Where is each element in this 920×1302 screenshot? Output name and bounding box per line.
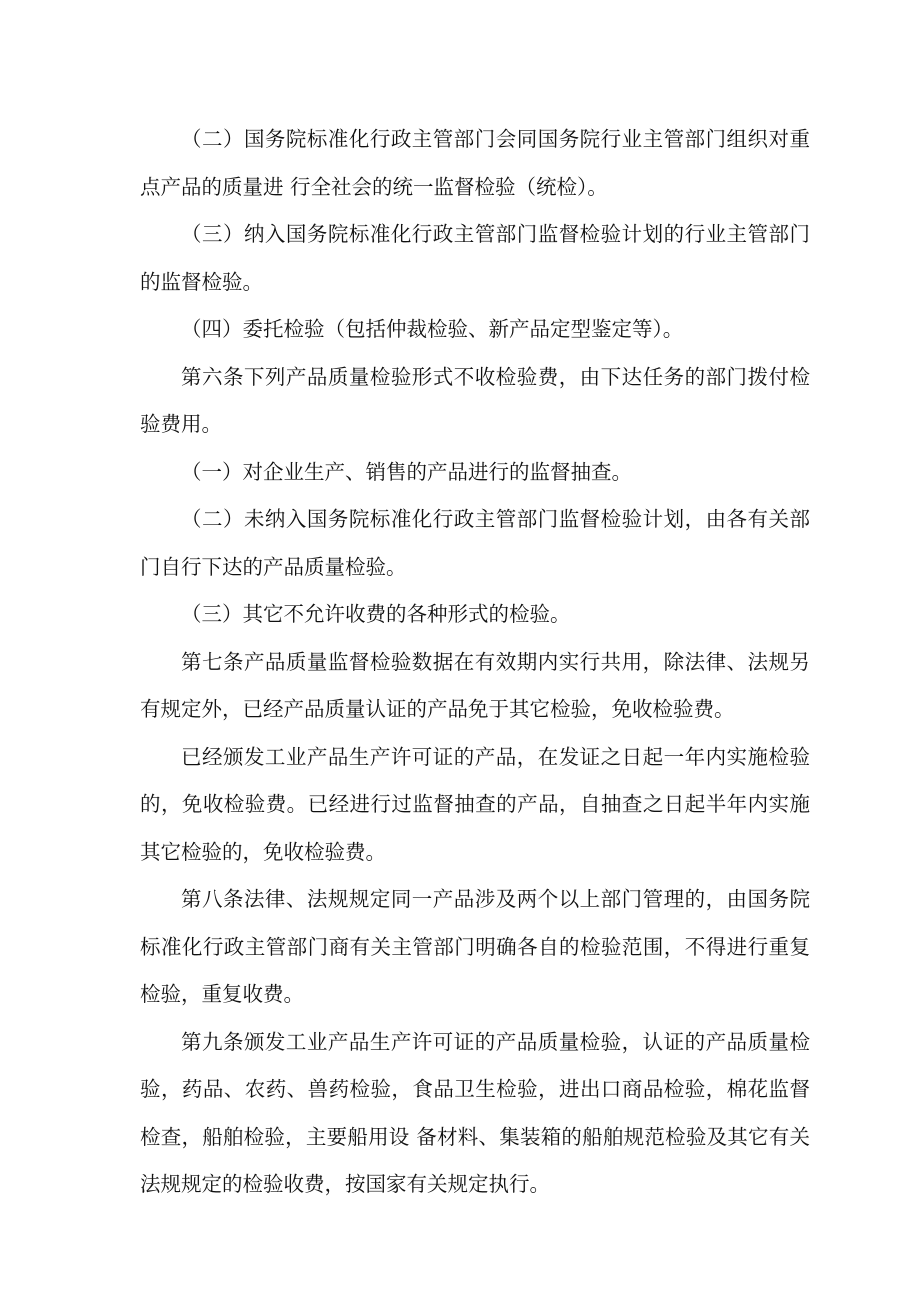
article-7: 第七条产品质量监督检验数据在有效期内实行共用，除法律、法规另有规定外，已经产品质量认证的产品免于其它检验，免收检验费。 (140, 649, 810, 721)
article-6-item-2: （二）未纳入国务院标准化行政主管部门监督检验计划，由各有关部门自行下达的产品质量检验。 (140, 507, 810, 579)
article-7-continuation: 已经颁发工业产品生产许可证的产品，在发证之日起一年内实施检验的，免收检验费。已经进行过监督抽查的产品，自抽查之日起半年内实施其它检验的，免收检验费。 (140, 744, 810, 864)
article-8: 第八条法律、法规规定同一产品涉及两个以上部门管理的，由国务院标准化行政主管部门商有关主管部门明确各自的检验范围，不得进行重复检验，重复收费。 (140, 887, 810, 1006)
paragraph-item-3: （三）纳入国务院标准化行政主管部门监督检验计划的行业主管部门的监督检验。 (140, 222, 810, 294)
article-9: 第九条颁发工业产品生产许可证的产品质量检验，认证的产品质量检验，药品、农药、兽药检验，食品卫生检验，进出口商品检验，棉花监督检查，船舶检验，主要船用设 备材料、集装箱的船舶规范检验及其它有关法规规定的检验收费，按国家有关规定执行。 (140, 1029, 810, 1196)
paragraph-item-4: （四）委托检验（包括仲裁检验、新产品定型鉴定等）。 (181, 317, 684, 341)
paragraph-item-2: （二）国务院标准化行政主管部门会同国务院行业主管部门组织对重点产品的质量进 行全社会的统一监督检验（统检）。 (140, 127, 810, 199)
article-6-item-3: （三）其它不允许收费的各种形式的检验。 (181, 602, 571, 626)
article-6-item-1: （一）对企业生产、销售的产品进行的监督抽查。 (181, 459, 632, 484)
document-body (140, 116, 810, 1209)
article-6: 第六条下列产品质量检验形式不收检验费，由下达任务的部门拨付检验费用。 (140, 364, 810, 436)
